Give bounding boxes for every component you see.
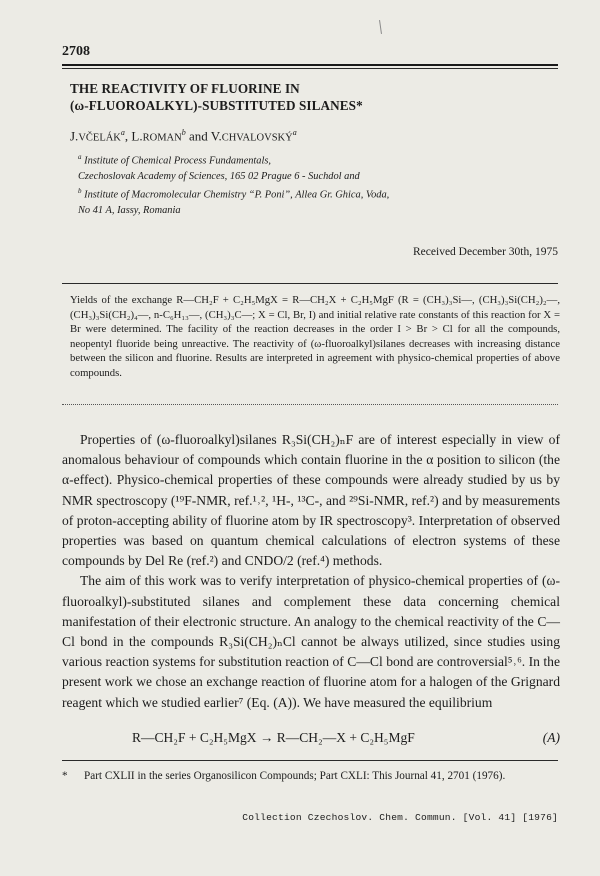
footnote bbox=[62, 768, 558, 784]
author-3-initial: V. bbox=[210, 128, 222, 144]
body-paragraph-2: The aim of this work was to verify interpretation of physico-chemical properties of (ω-fluoroalkyl)-substituted silanes and complement these data concerning chemical manifestation of their electronic structure. An analogy to the chemical reactivity of the C—Cl bond in the compounds R₃Si(CH₂)ₙCl cannot be always utilized, since studies using various reaction systems for substitution reaction of C—Cl bond are controversial⁵˒⁶. In the present work we chose an exchange reaction of fluorine atom for a halogen of the Grignard reagent which we studied earlier⁷ (Eq. (A)). We have measured the equilibrium bbox=[62, 573, 560, 710]
abstract: Yields of the exchange R—CH₂F + C₂H₅MgX = R—CH₂X + C₂H₅MgF (R = (CH₃)₃Si—, (CH₃)₃Si(CH₂)₂—, (CH₃)₃Si(CH₂)₄—, n-C₆H₁₃—, (CH₃)₃C—; X = Cl, Br, I) and initial relative rate constants of this reaction for X = Br were determined. The facility of the reaction decreases in the order I > Br > Cl for all the compounds, neopentyl fluoride being unreactive. The reactivity of (ω-fluoroalkyl)silanes decreases with increasing distance between the silicon and fluorine. Results are interpreted in agreement with physico-chemical properties of above compounds. bbox=[70, 294, 560, 379]
author-1-initial: J. bbox=[70, 128, 79, 144]
header-rule-thin bbox=[62, 68, 558, 69]
author-3-affil: a bbox=[292, 128, 297, 137]
affil-b-line-1: Institute of Macromolecular Chemistry “P. Poni”, Allea Gr. Ghica, Voda, bbox=[84, 189, 390, 201]
article-title bbox=[70, 80, 363, 114]
article-body bbox=[62, 430, 560, 713]
affil-b-marker: b bbox=[78, 187, 82, 196]
author-2-affil: b bbox=[181, 128, 186, 137]
header-rule bbox=[62, 64, 558, 66]
abstract-bottom-rule bbox=[62, 404, 558, 405]
author-separator: and bbox=[185, 128, 211, 144]
received-date: Received December 30th, 1975 bbox=[413, 246, 558, 258]
author-1-affil: a bbox=[120, 128, 125, 137]
affil-b-line-2: No 41 A, Iassy, Romania bbox=[78, 205, 181, 217]
equation-text: R—CH₂F + C₂H₅MgX → R—CH₂—X + C₂H₅MgF bbox=[132, 730, 415, 745]
affil-a-line-1: Institute of Chemical Process Fundamentals, bbox=[84, 155, 272, 167]
footnote-rule bbox=[62, 760, 558, 761]
author-2-initial: L. bbox=[131, 128, 143, 144]
footnote-text: Part CXLII in the series Organosilicon Compounds; Part CXLI: This Journal 41, 2701 (1976). bbox=[84, 770, 506, 782]
title-line-2: (ω-FLUOROALKYL)-SUBSTITUTED SILANES* bbox=[70, 98, 363, 113]
author-1-name: VČELÁK bbox=[78, 132, 121, 144]
equation-a bbox=[132, 730, 560, 746]
body-paragraph-1: Properties of (ω-fluoroalkyl)silanes R₃Si(CH₂)ₙF are of interest especially in view of anomalous behaviour of compounds which contain fluorine in the α position to silicon (the α-effect). Physico-chemical properties of these compounds were already studied by us by NMR spectroscopy (¹⁹F-NMR, ref.¹˒², ¹H-, ¹³C-, and ²⁹Si-NMR, ref.²) and by measurements of proton-accepting ability of fluorine atom by IR spectroscopy³. Interpretation of observed properties was based on quantum chemical calculations of electron systems of these compounds by Del Re (ref.²) and CNDO/2 (ref.⁴) methods. bbox=[62, 432, 560, 569]
footnote-marker: * bbox=[62, 770, 68, 782]
equation-label: (A) bbox=[542, 730, 560, 745]
title-line-1: THE REACTIVITY OF FLUORINE IN bbox=[70, 81, 300, 96]
author-list: J.VČELÁK$^a$, L.ROMAN$^b$ and V.CHVALOVSKÝ$^a$ bbox=[70, 128, 297, 144]
page-number: 2708 bbox=[62, 44, 90, 59]
abstract-top-rule bbox=[62, 283, 558, 284]
affiliations bbox=[78, 150, 389, 219]
author-3-name: CHVALOVSKÝ bbox=[221, 132, 293, 144]
affil-a-marker: a bbox=[78, 153, 82, 161]
affil-a-line-2: Czechoslovak Academy of Sciences, 165 02 Prague 6 - Suchdol and bbox=[78, 170, 360, 182]
pencil-mark bbox=[379, 20, 382, 34]
author-2-name: ROMAN bbox=[142, 132, 182, 144]
journal-citation: Collection Czechoslov. Chem. Commun. [Vol. 41] [1976] bbox=[242, 812, 558, 823]
